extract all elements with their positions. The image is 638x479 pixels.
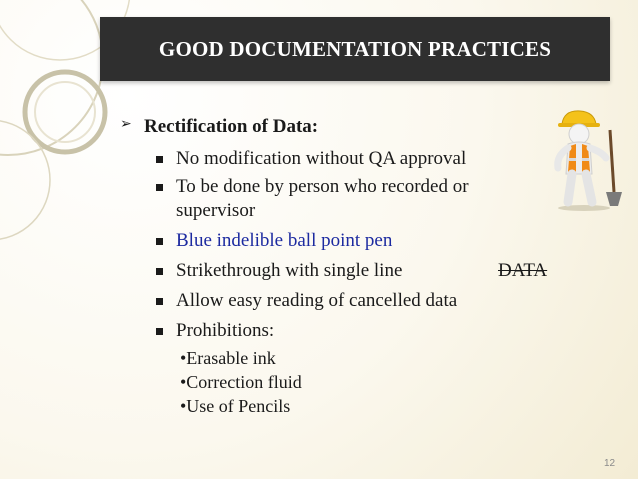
list-item-text: To be done by person who recorded or — [176, 176, 469, 197]
list-item-text: Allow easy reading of cancelled data — [176, 290, 458, 311]
page-number: 12 — [604, 458, 616, 469]
square-bullet-icon — [156, 184, 163, 191]
square-bullet-icon — [156, 156, 163, 163]
list-item-text: Strikethrough with single line — [176, 260, 403, 281]
slide-title: GOOD DOCUMENTATION PRACTICES — [158, 36, 552, 61]
arrow-bullet-icon: ➢ — [120, 117, 132, 132]
section-heading: Rectification of Data: — [144, 116, 319, 137]
square-bullet-icon — [156, 268, 163, 275]
square-bullet-icon — [156, 298, 163, 305]
sub-list-item-text: •Correction fluid — [180, 372, 302, 392]
title-bar — [100, 17, 610, 81]
sub-list-item-text: •Use of Pencils — [180, 396, 291, 416]
sub-list-item-text: •Erasable ink — [180, 348, 276, 368]
list-item-text: supervisor — [176, 200, 256, 221]
square-bullet-icon — [156, 238, 163, 245]
strikethrough-example: DATA — [498, 260, 548, 281]
list-item-text-highlight: Blue indelible ball point pen — [176, 230, 393, 251]
construction-worker-icon — [548, 108, 630, 212]
list-item-text: No modification without QA approval — [176, 148, 467, 169]
list-item-text: Prohibitions: — [176, 320, 275, 341]
square-bullet-icon — [156, 328, 163, 335]
